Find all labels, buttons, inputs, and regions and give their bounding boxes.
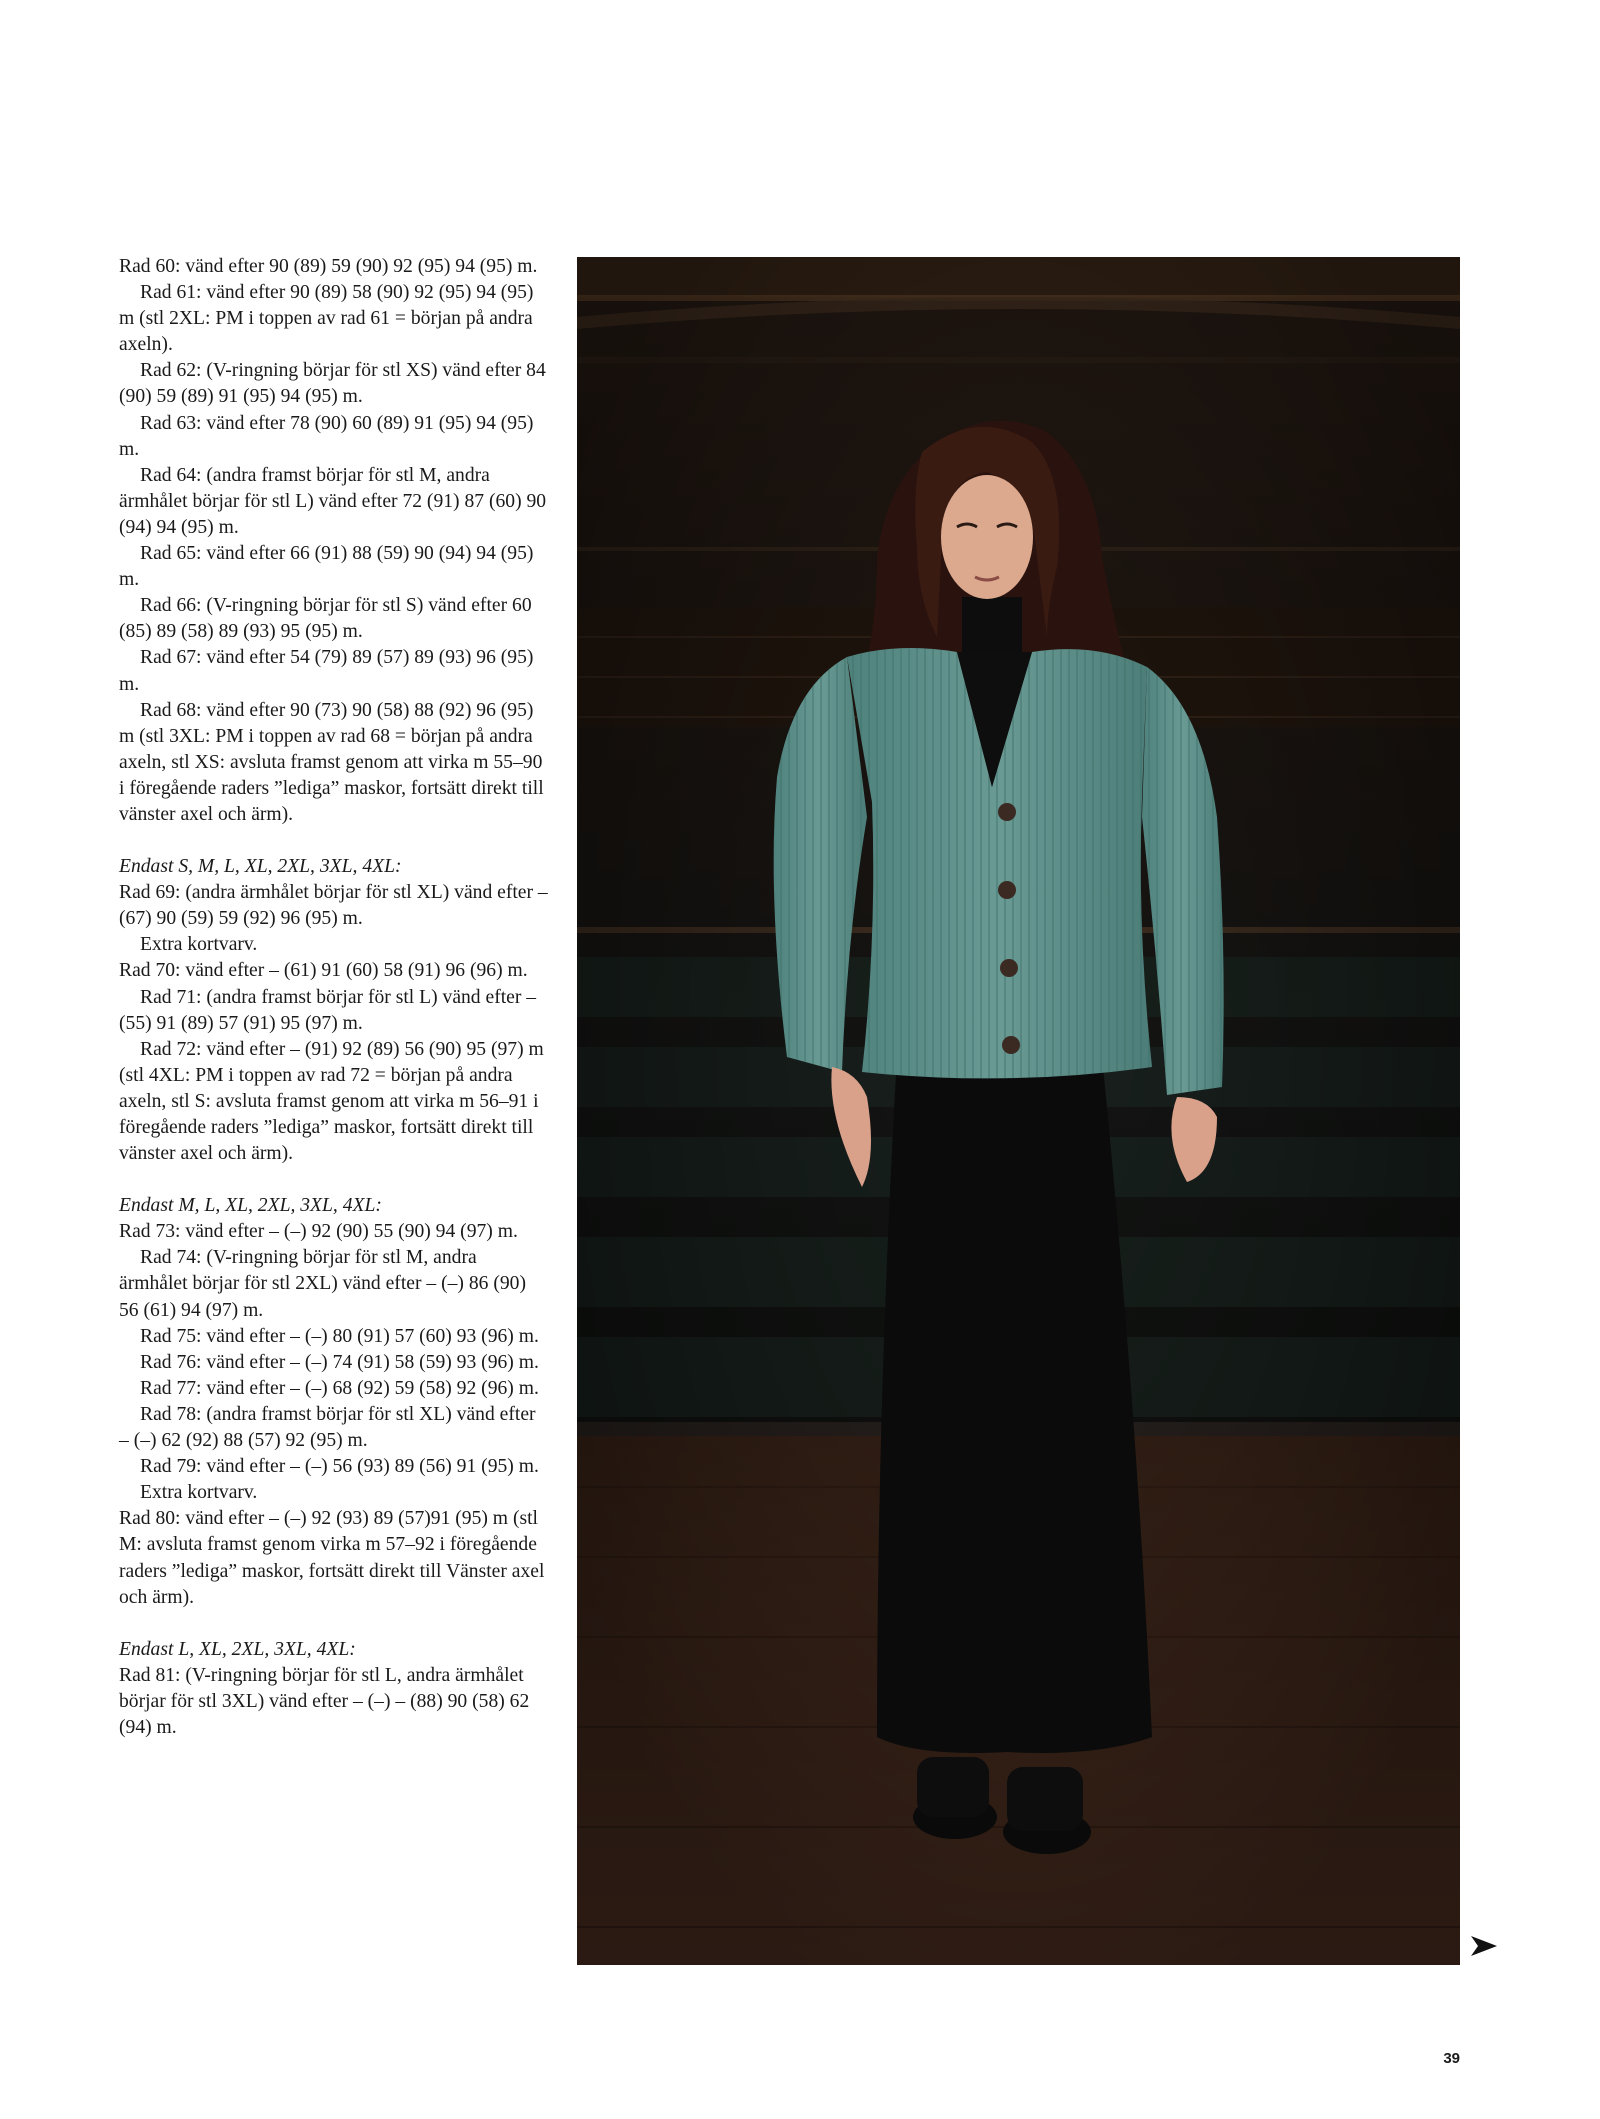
model-photo-illustration [577, 257, 1460, 1965]
instruction-row: Rad 68: vänd efter 90 (73) 90 (58) 88 (92) 96 (95) m (stl 3XL: PM i toppen av rad 68 = början på andra axeln, stl XS: avsluta framst genom att virka m 55–90 i föregående raders ”lediga” maskor, fortsätt direkt till vänster axel och ärm). [119, 699, 544, 825]
section-heading: Endast S, M, L, XL, 2XL, 3XL, 4XL: [119, 856, 402, 878]
instruction-row: Extra kortvarv. [140, 934, 258, 956]
instruction-row: Rad 79: vänd efter – (–) 56 (93) 89 (56) 91 (95) m. [140, 1456, 539, 1478]
instruction-row: Rad 71: (andra framst börjar för stl L) vänd efter – (55) 91 (89) 57 (91) 95 (97) m. [119, 986, 537, 1034]
pattern-section [119, 1637, 549, 1741]
model-photo [577, 257, 1460, 1965]
instruction-row: Rad 72: vänd efter – (91) 92 (89) 56 (90) 95 (97) m (stl 4XL: PM i toppen av rad 72 = början på andra axeln, stl S: avsluta framst genom att virka m 56–91 i föregående raders ”lediga” maskor, fortsätt direkt till vänster axel och ärm). [119, 1038, 544, 1165]
instruction-row: Rad 62: (V-ringning börjar för stl XS) vänd efter 84 (90) 59 (89) 91 (95) 94 (95) m. [119, 360, 546, 408]
instruction-row: Rad 76: vänd efter – (–) 74 (91) 58 (59) 93 (96) m. [140, 1351, 539, 1373]
section-heading: Endast M, L, XL, 2XL, 3XL, 4XL: [119, 1195, 382, 1217]
instruction-row: Extra kortvarv. [140, 1482, 258, 1504]
instruction-row: Rad 78: (andra framst börjar för stl XL) vänd efter – (–) 62 (92) 88 (57) 92 (95) m. [119, 1403, 536, 1452]
instruction-row: Rad 70: vänd efter – (61) 91 (60) 58 (91) 96 (96) m. [119, 960, 528, 982]
instruction-row: Rad 61: vänd efter 90 (89) 58 (90) 92 (95) 94 (95) m (stl 2XL: PM i toppen av rad 61 = början på andra axeln). [119, 282, 534, 356]
instruction-row: Rad 66: (V-ringning börjar för stl S) vänd efter 60 (85) 89 (58) 89 (93) 95 (95) m. [119, 595, 532, 643]
instruction-row: Rad 74: (V-ringning börjar för stl M, andra ärmhålet börjar för stl 2XL) vänd efter – (–) 86 (90) 56 (61) 94 (97) m. [119, 1247, 526, 1321]
instruction-row: Rad 67: vänd efter 54 (79) 89 (57) 89 (93) 96 (95) m. [119, 647, 534, 695]
pattern-text-column [119, 254, 549, 1741]
instruction-row: Rad 63: vänd efter 78 (90) 60 (89) 91 (95) 94 (95) m. [119, 412, 534, 460]
instruction-row: Rad 81: (V-ringning börjar för stl L, andra ärmhålet börjar för stl 3XL) vänd efter – (–) – (88) 90 (58) 62 (94) m. [119, 1664, 530, 1738]
instruction-row: Rad 60: vänd efter 90 (89) 59 (90) 92 (95) 94 (95) m. [119, 256, 538, 277]
instruction-row: Rad 69: (andra ärmhålet börjar för stl XL) vänd efter – (67) 90 (59) 59 (92) 96 (95) m. [119, 882, 548, 930]
pattern-section [119, 854, 549, 1167]
pattern-section [119, 254, 549, 828]
instruction-row: Rad 77: vänd efter – (–) 68 (92) 59 (58) 92 (96) m. [140, 1377, 539, 1399]
instruction-row: Rad 75: vänd efter – (–) 80 (91) 57 (60) 93 (96) m. [140, 1325, 539, 1347]
instruction-row: Rad 65: vänd efter 66 (91) 88 (59) 90 (94) 94 (95) m. [119, 543, 534, 591]
instruction-row: Rad 64: (andra framst börjar för stl M, andra ärmhålet börjar för stl L) vänd efter 72 (91) 87 (60) 90 (94) 94 (95) m. [119, 464, 547, 538]
pattern-section [119, 1193, 549, 1611]
next-page-arrow-icon [1471, 1936, 1497, 1956]
section-heading: Endast L, XL, 2XL, 3XL, 4XL: [119, 1638, 356, 1660]
instruction-row: Rad 73: vänd efter – (–) 92 (90) 55 (90) 94 (97) m. [119, 1221, 518, 1243]
instruction-row: Rad 80: vänd efter – (–) 92 (93) 89 (57)91 (95) m (stl M: avsluta framst genom virka m 57–92 i föregående raders ”lediga” maskor, fortsätt direkt till Vänster axel och ärm). [119, 1508, 545, 1608]
page-number: 39 [1443, 2050, 1460, 2067]
